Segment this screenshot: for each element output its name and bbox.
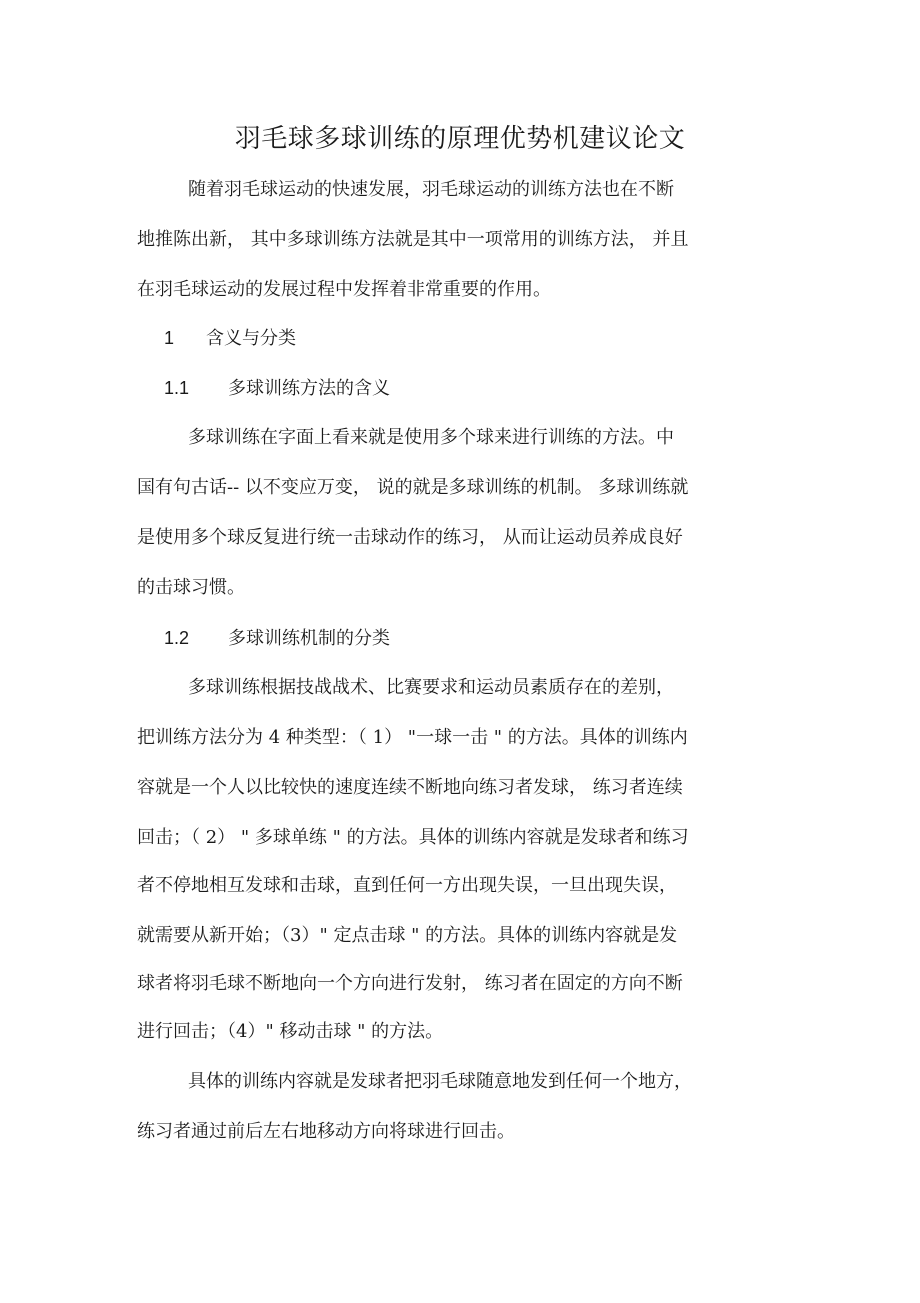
para-1-2-line-6: 就需要从新开始；（3）" 定点击球 " 的方法。具体的训练内容就是发 — [137, 925, 678, 946]
section-1-2-title: 多球训练机制的分类 — [228, 628, 390, 649]
para-1-2-line-2: 把训练方法分为 4 种类型：（ 1） "一球一击 " 的方法。具体的训练内 — [137, 727, 688, 748]
section-1-title: 含义与分类 — [206, 328, 296, 349]
para-1-2-line-1: 多球训练根据技战战术、比赛要求和运动员素质存在的差别， — [188, 677, 674, 698]
para-1-2-line-8: 进行回击；（4）" 移动击球 " 的方法。 — [137, 1021, 444, 1042]
section-1-1-heading — [164, 376, 390, 401]
para-1-2-line-4: 回击；（ 2） " 多球单练 " 的方法。具体的训练内容就是发球者和练习 — [137, 827, 689, 848]
para-1-2-line-3: 容就是一个人以比较快的速度连续不断地向练习者发球， 练习者连续 — [137, 777, 683, 798]
para-1-1-line-3: 是使用多个球反复进行统一击球动作的练习， 从而让运动员养成良好 — [137, 527, 683, 548]
para-1-1-line-4: 的击球习惯。 — [137, 577, 245, 598]
para-1-1-line-2: 国有句古话-- 以不变应万变， 说的就是多球训练的机制。 多球训练就 — [137, 477, 689, 498]
section-1-1-title: 多球训练方法的含义 — [228, 378, 390, 399]
section-1-1-number: 1.1 — [164, 378, 190, 398]
section-1-2-heading — [164, 626, 390, 651]
document-title: 羽毛球多球训练的原理优势机建议论文 — [234, 124, 686, 154]
para-1-2-line-7: 球者将羽毛球不断地向一个方向进行发射， 练习者在固定的方向不断 — [137, 973, 683, 994]
para-1-1-line-1: 多球训练在字面上看来就是使用多个球来进行训练的方法。中 — [188, 427, 674, 448]
section-1-number: 1 — [164, 328, 175, 348]
intro-line-1: 随着羽毛球运动的快速发展，羽毛球运动的训练方法也在不断 — [188, 179, 674, 200]
section-1-heading — [164, 326, 296, 351]
para-last-line-1: 具体的训练内容就是发球者把羽毛球随意地发到任何一个地方， — [188, 1071, 692, 1092]
intro-line-2: 地推陈出新， 其中多球训练方法就是其中一项常用的训练方法， 并且 — [137, 229, 689, 250]
intro-line-3: 在羽毛球运动的发展过程中发挥着非常重要的作用。 — [137, 279, 551, 300]
para-1-2-line-5: 者不停地相互发球和击球，直到任何一方出现失误，一旦出现失误， — [137, 875, 677, 896]
para-last-line-2: 练习者通过前后左右地移动方向将球进行回击。 — [137, 1121, 515, 1142]
section-1-2-number: 1.2 — [164, 628, 190, 648]
